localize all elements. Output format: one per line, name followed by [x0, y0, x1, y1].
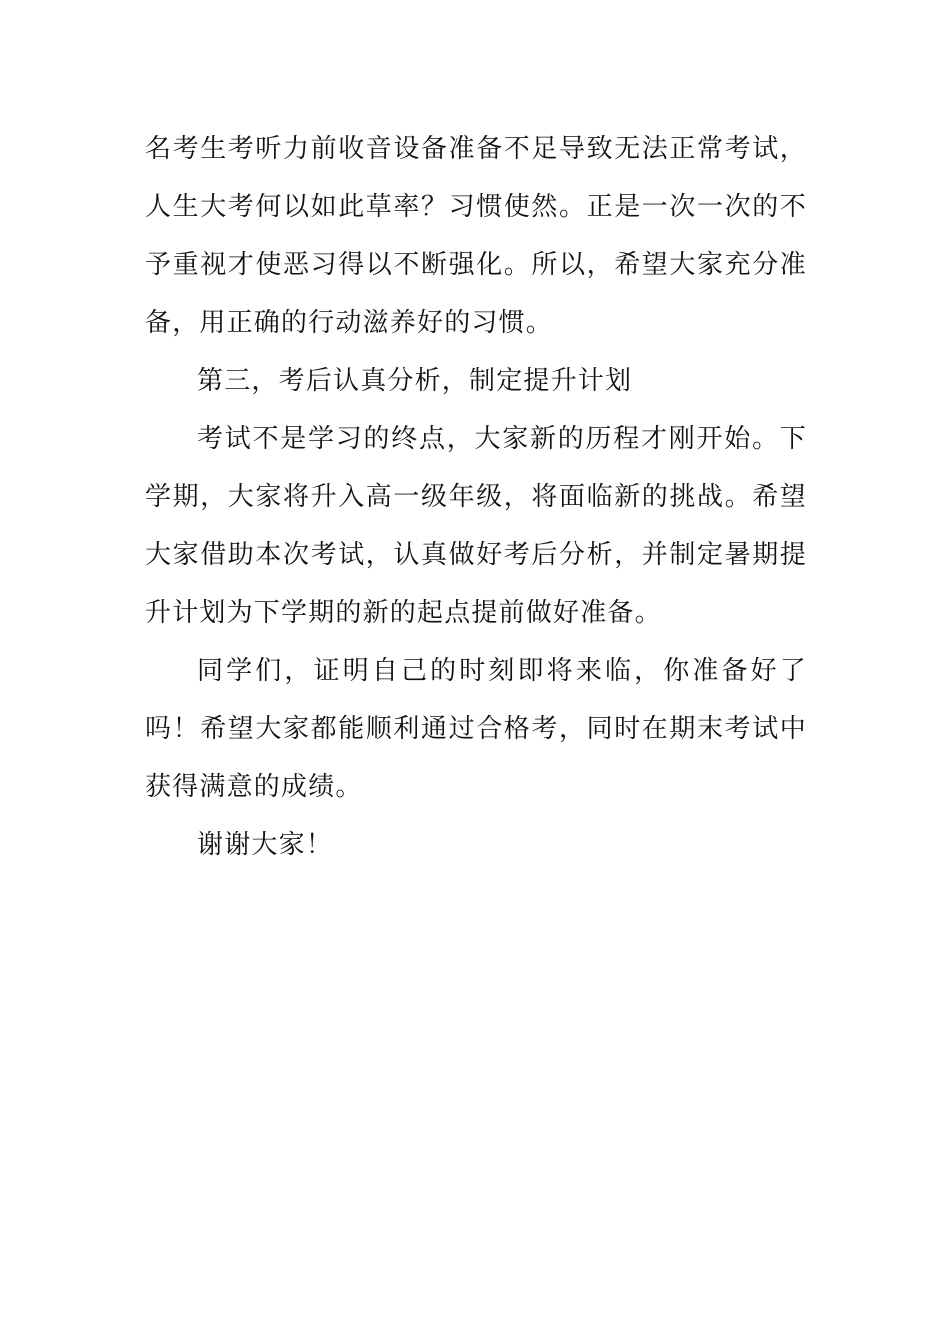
paragraph-thanks: 谢谢大家！ — [197, 830, 334, 860]
paragraph-continuation: 名考生考听力前收音设备准备不足导致无法正常考试，人生大考何以如此草率？习惯使然。正是一次一次的不予重视才使恶习得以不断强化。所以，希望大家充分准备，用正确的行动滋养好的习惯。 — [145, 134, 807, 338]
paragraph-post-exam-analysis: 考试不是学习的终点，大家新的历程才刚开始。下学期，大家将升入高一级年级，将面临新的挑战。希望大家借助本次考试，认真做好考后分析，并制定暑期提升计划为下学期的新的起点提前做好准备。 — [145, 424, 807, 628]
paragraph-closing-encouragement: 同学们，证明自己的时刻即将来临，你准备好了吗！希望大家都能顺利通过合格考，同时在期末考试中获得满意的成绩。 — [145, 656, 807, 802]
section-heading-third: 第三，考后认真分析，制定提升计划 — [197, 366, 633, 396]
document-body — [145, 120, 807, 874]
